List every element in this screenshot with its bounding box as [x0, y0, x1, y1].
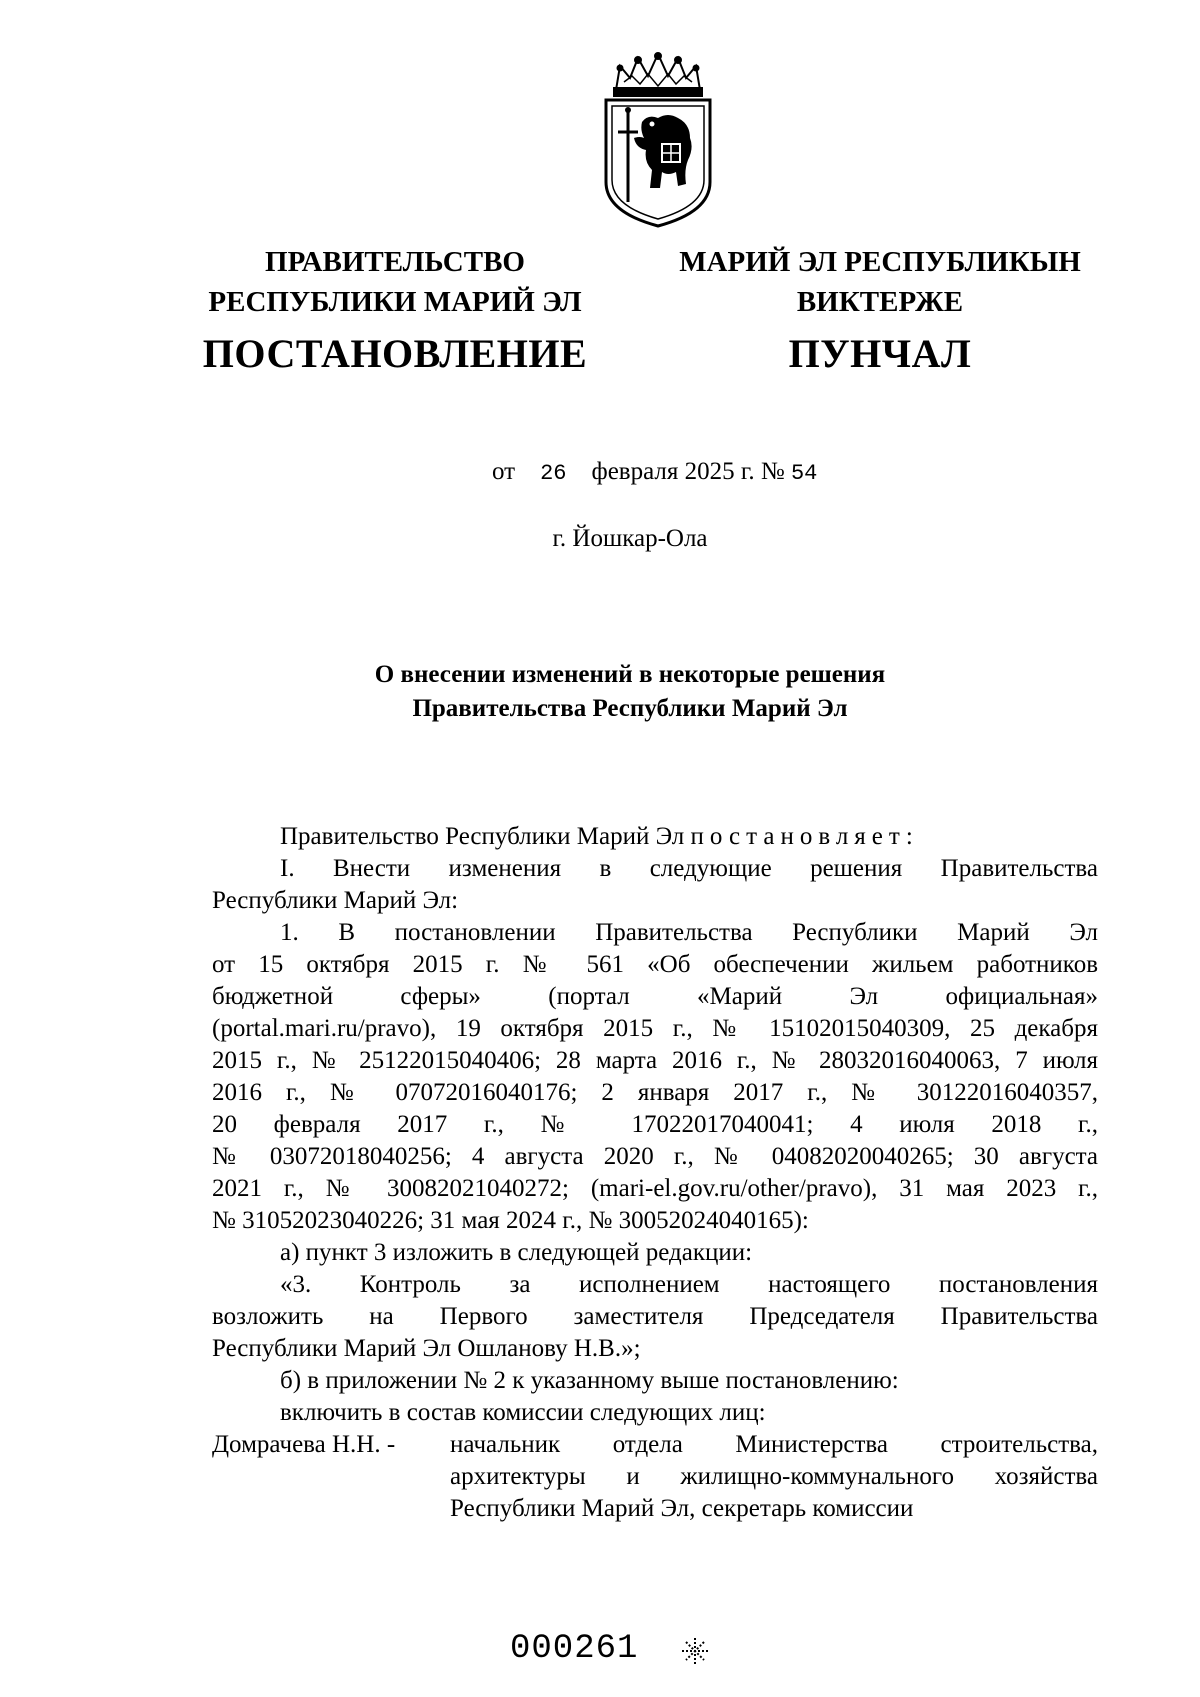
document-date-line: [492, 458, 817, 486]
header-right-line2: ВИКТЕРЖЕ: [796, 286, 964, 318]
intro-verb: постановляет:: [690, 823, 919, 850]
paragraph-1-line2: Республики Марий Эл:: [212, 887, 459, 914]
intro-paragraph: [212, 821, 1098, 853]
document-number: 54: [790, 461, 818, 486]
paragraph-4-line3: Республики Марий Эл Ошланову Н.В.»;: [212, 1335, 641, 1362]
paragraph-3: а) пункт 3 изложить в следующей редакции:: [280, 1239, 753, 1266]
city: г. Йошкар-Ола: [552, 525, 708, 552]
paragraph-2-line: бюджетной сферы» (портал «Марий Эл официальная»: [212, 983, 1098, 1010]
header-right: [660, 242, 1100, 380]
document-body: [212, 821, 1098, 1525]
paragraph-4-line1: «3. Контроль за исполнением настоящего постановления: [280, 1271, 1098, 1298]
paragraph-2-line: № 03072018040256; 4 августа 2020 г., № 04082020040265; 30 августа: [212, 1143, 1098, 1170]
title-line1: О внесении изменений в некоторые решения: [374, 661, 886, 688]
paragraph-1-line1: I. Внести изменения в следующие решения Правительства: [280, 855, 1098, 882]
doc-type-mari: ПУНЧАЛ: [788, 331, 972, 376]
title-line2: Правительства Республики Марий Эл: [412, 695, 848, 722]
member-name: Домрачева Н.Н. -: [212, 1431, 396, 1458]
member-role: [450, 1429, 1098, 1525]
date-prefix: от: [492, 458, 516, 485]
document-title: [0, 658, 1200, 726]
header-left-line1: ПРАВИТЕЛЬСТВО: [265, 246, 525, 278]
paragraph-2-line: (portal.mari.ru/pravo), 19 октября 2015 г., № 15102015040309, 25 декабря: [212, 1015, 1098, 1042]
paragraph-6: включить в состав комиссии следующих лиц:: [280, 1399, 766, 1426]
member-role-line3: Республики Марий Эл, секретарь комиссии: [450, 1495, 914, 1522]
serial-number: 000261: [510, 1630, 639, 1668]
paragraph-2-line: 1. В постановлении Правительства Республики Марий Эл: [280, 919, 1098, 946]
paragraph-2-line: 2015 г., № 25122015040406; 28 марта 2016 г., № 28032016040063, 7 июля: [212, 1047, 1098, 1074]
paragraph-2-line: № 31052023040226; 31 мая 2024 г., № 30052024040165):: [212, 1207, 809, 1234]
date-day: 26: [540, 461, 567, 486]
asterisk-mark-icon: [680, 1636, 710, 1666]
paragraph-2-line: 2016 г., № 07072016040176; 2 января 2017 г., № 30122016040357,: [212, 1079, 1098, 1106]
commission-member-row: [212, 1429, 1098, 1525]
intro-subject: Правительство Республики Марий Эл: [280, 823, 685, 850]
header-left: [190, 242, 600, 380]
member-role-line2: архитектуры и жилищно-коммунального хозяйства: [450, 1463, 1098, 1490]
header-left-line2: РЕСПУБЛИКИ МАРИЙ ЭЛ: [208, 286, 582, 318]
doc-type-ru: ПОСТАНОВЛЕНИЕ: [202, 331, 588, 376]
paragraph-2-line: 20 февраля 2017 г., № 17022017040041; 4 июля 2018 г.,: [212, 1111, 1098, 1138]
paragraph-5: б) в приложении № 2 к указанному выше постановлению:: [280, 1367, 899, 1394]
date-month-year: февраля 2025 г. №: [591, 458, 785, 485]
coat-of-arms-icon: [598, 52, 718, 230]
header-right-line1: МАРИЙ ЭЛ РЕСПУБЛИКЫН: [679, 246, 1081, 278]
paragraph-2-line: от 15 октября 2015 г. № 561 «Об обеспечении жильем работников: [212, 951, 1098, 978]
paragraph-4-line2: возложить на Первого заместителя Председателя Правительства: [212, 1303, 1098, 1330]
paragraph-2-line: 2021 г., № 30082021040272; (mari-el.gov.ru/other/pravo), 31 мая 2023 г.,: [212, 1175, 1098, 1202]
member-role-line1: начальник отдела Министерства строительства,: [450, 1431, 1098, 1458]
